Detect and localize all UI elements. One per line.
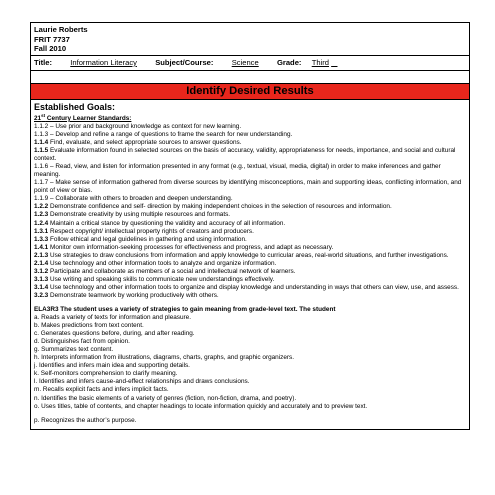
standard-text: 1.1.7 – Make sense of information gathered from diverse sources by identifying misconceptions, main and supporting ideas, conflicting information, and point of view or bias. — [34, 179, 462, 195]
standard-code: 3.2.3 — [34, 291, 49, 299]
standard-code: 1.2.2 — [34, 203, 49, 211]
standard-item — [34, 284, 466, 292]
standard-code: 2.1.3 — [34, 251, 49, 259]
standard-code: 1.1.5 — [34, 147, 49, 155]
standard-item — [34, 211, 466, 219]
standard-item — [34, 236, 466, 244]
title-row — [31, 55, 469, 70]
ela-item: l. Identifies and infers cause-and-effect relationships and draws conclusions. — [34, 378, 250, 386]
standard-item — [34, 139, 466, 147]
standards-list — [34, 123, 466, 300]
standard-text: Find, evaluate, and select appropriate sources to answer questions. — [48, 139, 242, 147]
standard-code: 1.4.1 — [34, 243, 49, 251]
ela-item: n. Identifies the basic elements of a variety of genres (fiction, non-fiction, drama, and poetry). — [34, 394, 297, 402]
ela-last-item: p. Recognizes the author’s purpose. — [34, 416, 137, 424]
standard-text: 1.1.2 – Use prior and background knowledge as context for new learning. — [34, 122, 242, 130]
ela-item: d. Distinguishes fact from opinion. — [34, 338, 130, 346]
ela-item: c. Generates questions before, during, and after reading. — [34, 330, 195, 338]
title-value: Information Literacy — [70, 57, 137, 67]
standard-item — [34, 252, 466, 260]
subject-label: Subject/Course: — [155, 57, 214, 67]
standard-text: Respect copyright/ intellectual property rights of creators and producers. — [48, 227, 254, 235]
section-banner: Identify Desired Results — [31, 83, 469, 99]
standard-item — [34, 131, 466, 139]
ela-list — [34, 314, 466, 411]
standard-code: 1.1.4 — [34, 139, 49, 147]
ela-item: j. Identifies and infers main idea and supporting details. — [34, 362, 190, 370]
standard-item — [34, 220, 466, 228]
standard-code: 1.3.3 — [34, 235, 49, 243]
standard-text: Monitor own information-seeking processes for effectiveness and progress, and adapt as necessary. — [48, 243, 334, 251]
ela-item: g. Summarizes text content. — [34, 346, 114, 354]
standard-item — [34, 203, 466, 211]
document-header — [31, 23, 469, 55]
standard-code: 1.2.3 — [34, 211, 49, 219]
standard-text: Demonstrate confidence and self- direction by making independent choices in the selection of resources and information. — [48, 203, 392, 211]
standard-text: Follow ethical and legal guidelines in gathering and using information. — [48, 235, 247, 243]
standard-item — [34, 163, 466, 179]
title-label: Title: — [34, 57, 53, 67]
standard-code: 1.2.4 — [34, 219, 49, 227]
lesson-plan-document — [30, 22, 470, 430]
standard-code: 3.1.3 — [34, 275, 49, 283]
standard-item — [34, 147, 466, 163]
standard-item — [34, 123, 466, 131]
standard-text: Use strategies to draw conclusions from information and apply knowledge to curricular areas, real-world situations, and further investigations. — [48, 251, 449, 259]
standards-heading: 21st Century Learner Standards: — [34, 112, 132, 122]
author-name: Laurie Roberts — [34, 25, 88, 34]
standard-text: Use writing and speaking skills to communicate new understandings effectively. — [48, 275, 275, 283]
term: Fall 2010 — [34, 44, 67, 54]
standard-code: 2.1.4 — [34, 259, 49, 267]
ela-heading: ELA3R3 The student uses a variety of strategies to gain meaning from grade-level text. The student — [34, 305, 336, 313]
ela-item: a. Reads a variety of texts for information and pleasure. — [34, 314, 192, 322]
standard-text: 1.1.9 – Collaborate with others to broaden and deepen understanding. — [34, 195, 233, 203]
standard-code: 3.1.4 — [34, 283, 49, 291]
blank-row — [31, 70, 469, 83]
standard-item — [34, 276, 466, 284]
standard-text: Evaluate information found in selected sources on the basis of accuracy, validity, appropriateness for needs, importance, and social and cultural context. — [34, 147, 456, 163]
standard-text: 1.1.3 – Develop and refine a range of questions to frame the search for new understanding. — [34, 131, 293, 138]
standard-item — [34, 292, 466, 300]
goals-heading: Established Goals: — [34, 101, 116, 112]
standard-text: Participate and collaborate as members of a social and intellectual network of learners. — [48, 267, 296, 275]
standard-item — [34, 260, 466, 268]
grade-value: Third — [311, 57, 330, 67]
standard-text: Demonstrate creativity by using multiple resources and formats. — [48, 211, 231, 219]
standard-text: 1.1.6 – Read, view, and listen for information presented in any format (e.g., textual, visual, media, digital) in order to make inferences and gather meaning. — [34, 163, 441, 179]
standard-text: Use technology and other information tools to analyze and organize information. — [48, 259, 277, 267]
ela-item: k. Self-monitors comprehension to clarify meaning. — [34, 370, 178, 378]
ela-item: m. Recalls explicit facts and infers implicit facts. — [34, 386, 169, 394]
standard-text: Use technology and other information tools to organize and display knowledge and understanding in ways that others can view, use, and assess. — [48, 283, 459, 291]
subject-value: Science — [231, 57, 259, 67]
standard-text: Maintain a critical stance by questioning the validity and accuracy of all information. — [48, 219, 286, 227]
ela-item: o. Uses titles, table of contents, and chapter headings to locate information quickly and accurately and to preview text. — [34, 402, 368, 410]
standard-item — [34, 179, 466, 195]
standard-item — [34, 228, 466, 236]
ela-item: h. Interprets information from illustrations, diagrams, charts, graphs, and graphic organizers. — [34, 354, 295, 362]
course-code: FRIT 7737 — [34, 34, 70, 44]
goals-section — [31, 99, 469, 429]
ela-item: b. Makes predictions from text content. — [34, 322, 144, 330]
standard-code: 3.1.2 — [34, 267, 49, 275]
grade-label: Grade: — [276, 57, 302, 67]
standard-item — [34, 195, 466, 203]
standard-item — [34, 244, 466, 252]
standard-text: Demonstrate teamwork by working productively with others. — [48, 291, 219, 299]
standard-item — [34, 268, 466, 276]
standard-code: 1.3.1 — [34, 227, 49, 235]
